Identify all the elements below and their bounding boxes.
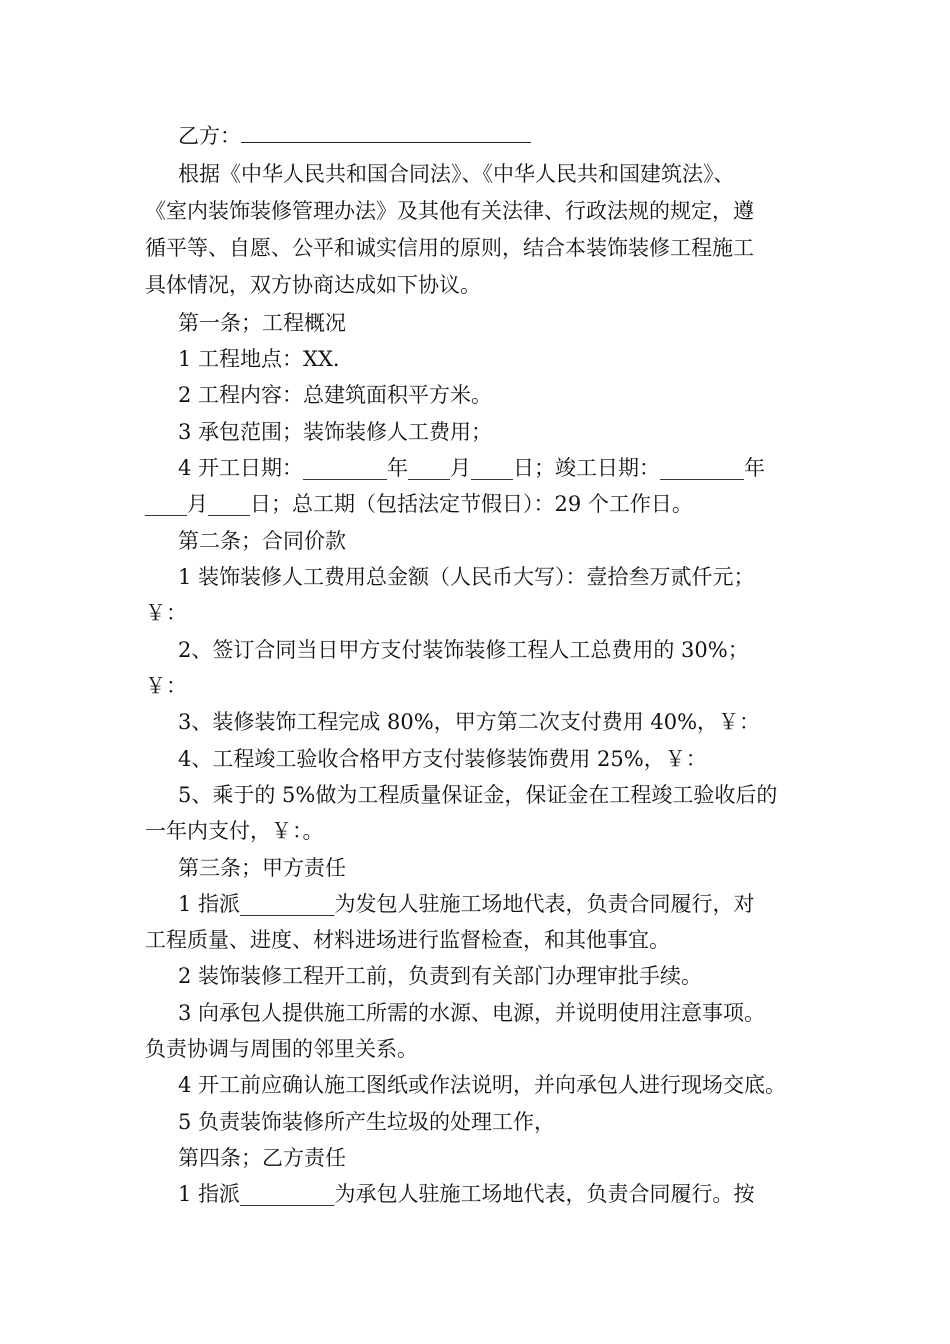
text-line: 具体情况，双方协商达成如下协议。	[145, 273, 481, 297]
text-line: 循平等、自愿、公平和诚实信用的原则，结合本装饰装修工程施工	[145, 236, 754, 260]
text-line: 一年内支付，￥：。	[145, 819, 324, 843]
text-line: 5 负责装饰装修所产生垃圾的处理工作，	[178, 1110, 556, 1134]
text-line: 2 装饰装修工程开工前，负责到有关部门办理审批手续。	[178, 964, 703, 988]
section-heading: 第一条；工程概况	[178, 311, 346, 335]
party-b-blank	[241, 122, 531, 143]
section-heading: 第三条；甲方责任	[178, 856, 346, 880]
text-line: ____月____日；总工期（包括法定节假日）：29 个工作日。	[145, 492, 693, 516]
text-line: 2 工程内容：总建筑面积平方米。	[178, 383, 493, 407]
text-line: 5、乘于的 5%做为工程质量保证金，保证金在工程竣工验收后的	[178, 783, 778, 807]
section-heading: 第四条；乙方责任	[178, 1146, 346, 1170]
party-b-label: 乙方：	[178, 124, 241, 148]
text-line: 1 指派_________为承包人驻施工场地代表，负责合同履行。按	[178, 1182, 755, 1206]
text-line: ￥：	[145, 601, 187, 625]
text-line: 4 开工前应确认施工图纸或作法说明，并向承包人进行现场交底。	[178, 1073, 787, 1097]
section-heading: 第二条；合同价款	[178, 529, 346, 553]
text-line: 4 开工日期：________年____月____日；竣工日期：________年	[178, 456, 766, 480]
text-line: 3 向承包人提供施工所需的水源、电源，并说明使用注意事项。	[178, 1001, 766, 1025]
party-b-line	[178, 122, 531, 150]
text-line: 4、工程竣工验收合格甲方支付装修装饰费用 25%，￥：	[178, 747, 707, 771]
text-line: 根据《中华人民共和国合同法》、《中华人民共和国建筑法》、	[178, 162, 735, 186]
text-line: 3 承包范围；装饰装修人工费用；	[178, 420, 493, 444]
text-line: 1 指派_________为发包人驻施工场地代表，负责合同履行，对	[178, 892, 755, 916]
text-line: ￥：	[145, 674, 187, 698]
text-line: 工程质量、进度、材料进场进行监督检查，和其他事宜。	[145, 928, 670, 952]
text-line: 1 工程地点：XX.	[178, 347, 340, 371]
text-line: 1 装饰装修人工费用总金额（人民币大写）：壹拾叁万贰仟元；	[178, 565, 755, 589]
text-line: 负责协调与周围的邻里关系。	[145, 1037, 418, 1061]
text-line: 3、装修装饰工程完成 80%，甲方第二次支付费用 40%，￥：	[178, 710, 761, 734]
text-line: 2、签订合同当日甲方支付装饰装修工程人工总费用的 30%；	[178, 638, 749, 662]
text-line: 《室内装饰装修管理办法》及其他有关法律、行政法规的规定，遵	[145, 199, 754, 223]
